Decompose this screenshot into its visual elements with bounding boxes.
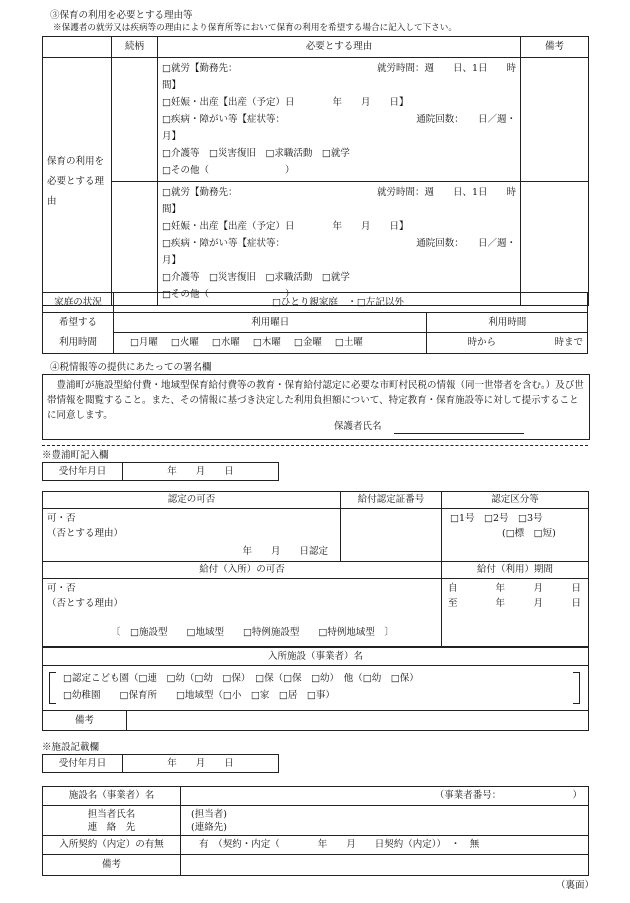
reason-line[interactable]: □就労【勤務先： bbox=[162, 187, 238, 198]
facility-section-title: ※施設記載欄 bbox=[42, 742, 100, 753]
reason-line[interactable]: □疾病・障がい等【症状等： bbox=[162, 238, 285, 249]
benefit-cell[interactable] bbox=[43, 579, 442, 647]
contact-phone: (連絡先) bbox=[191, 821, 227, 833]
reason-cell-2[interactable]: □就労【勤務先： 就労時間：週 日、1日 時 間】 □妊娠・出産【出産（予定）日 年 月 日】 □疾病・障がい等【症状等： 通院回数： 日／週・ 月】 □介護等 □災害復旧 □求職活動 □就学 □その他（ ） bbox=[158, 182, 521, 306]
class-header: 認定区分等 bbox=[442, 492, 589, 509]
approval-yn[interactable]: 可・否 bbox=[47, 513, 76, 524]
town-received-date[interactable]: 年 月 日 bbox=[123, 463, 279, 481]
reason-line[interactable]: □介護等 □災害復旧 □求職活動 □就学 bbox=[162, 148, 350, 159]
class-cell[interactable] bbox=[442, 509, 589, 562]
facility-type-options-2[interactable]: □幼稚園 □保育所 □地域型（□小 □家 □居 □事） bbox=[63, 690, 335, 701]
day-option-wed[interactable]: □水曜 bbox=[211, 337, 240, 349]
family-label: 家庭の状況 bbox=[43, 293, 114, 313]
relation-cell-1[interactable] bbox=[112, 58, 158, 182]
reason-line[interactable]: □妊娠・出産【出産（予定）日 年 月 日】 bbox=[162, 97, 409, 108]
relation-cell-2[interactable] bbox=[112, 182, 158, 306]
approval-cell[interactable] bbox=[43, 509, 341, 562]
cert-no-header: 給付認定証番号 bbox=[341, 492, 442, 509]
reason-line[interactable]: □就労【勤務先： bbox=[162, 63, 238, 74]
bracket-right bbox=[573, 672, 580, 704]
facility-header: 入所施設（事業者）名 bbox=[43, 648, 589, 666]
facility-type-options-1[interactable]: □認定こども園（□連 □幼（□幼 □保） □保（□保 □幼） 他（□幼 □保） bbox=[63, 673, 419, 684]
reason-cell-1[interactable]: □就労【勤務先： 就労時間：週 日、1日 時 間】 □妊娠・出産【出産（予定）日 年 月 日】 □疾病・障がい等【症状等： 通院回数： 日／週・ 月】 □介護等 □災害復旧 □求職活動 □就学 □その他（ ） bbox=[158, 58, 521, 182]
consent-box bbox=[42, 374, 590, 440]
town-remarks-field[interactable] bbox=[127, 711, 589, 731]
benefit-yn[interactable]: 可・否 bbox=[47, 583, 76, 594]
facility-received-date[interactable]: 年 月 日 bbox=[123, 755, 279, 773]
cert-no-cell[interactable] bbox=[341, 509, 442, 562]
family-options[interactable]: □ひとり親家庭 ・□左記以外 bbox=[113, 293, 587, 313]
facility-remarks-label: 備考 bbox=[43, 855, 181, 876]
contact-info-label: 連 絡 先 bbox=[87, 821, 136, 833]
approval-header: 認定の可否 bbox=[43, 492, 341, 509]
remarks-cell-2[interactable] bbox=[521, 182, 589, 306]
time-header: 利用時間 bbox=[427, 313, 588, 333]
relation-header: 続柄 bbox=[112, 37, 158, 58]
benefit-reason: （否とする理由） bbox=[47, 598, 124, 609]
period-to[interactable]: 至 年 月 日 bbox=[448, 598, 582, 609]
benefit-header: 給付（入所）の可否 bbox=[43, 562, 442, 579]
time-range[interactable]: 時から 時まで bbox=[427, 333, 588, 354]
day-option-sat[interactable]: □土曜 bbox=[334, 337, 363, 349]
approval-date[interactable]: 年 月 日認定 bbox=[242, 546, 328, 557]
class-options[interactable]: □1号 □2号 □3号 bbox=[450, 513, 543, 524]
contract-options[interactable]: 有 （契約・内定（ 年 月 日契約（内定）） ・ 無 bbox=[181, 836, 589, 855]
approval-table bbox=[42, 491, 589, 562]
reason-row-label: 保育の利用を必要とする理由 bbox=[43, 58, 112, 306]
family-table bbox=[42, 292, 588, 354]
approval-reason: （否とする理由） bbox=[47, 528, 124, 539]
consent-text: 豊浦町が施設型給付費・地域型保育給付費等の教育・保育給付認定に必要な市町村民税の情報（同一世帯者を含む。）及び世帯情報を閲覧すること。また、その情報に基づき決定した利用負担額について、特定教育・保育施設等に対して提示することに同意します。 bbox=[47, 380, 584, 421]
reason-line[interactable]: □疾病・障がい等【症状等： bbox=[162, 114, 285, 125]
facility-choice-table bbox=[42, 647, 589, 731]
remarks-header: 備考 bbox=[521, 37, 589, 58]
town-remarks-label: 備考 bbox=[43, 711, 127, 731]
business-number: （事業者番号： ） bbox=[434, 790, 582, 802]
period-from[interactable]: 自 年 月 日 bbox=[448, 583, 582, 594]
day-option-tue[interactable]: □火曜 bbox=[170, 337, 199, 349]
reason-line[interactable]: □妊娠・出産【出産（予定）日 年 月 日】 bbox=[162, 221, 409, 232]
benefit-table bbox=[42, 561, 589, 647]
cut-line bbox=[42, 445, 588, 446]
day-option-fri[interactable]: □金曜 bbox=[293, 337, 322, 349]
facility-name-label: 施設名（事業者）名 bbox=[43, 787, 181, 806]
wish-label-2: 利用時間 bbox=[43, 333, 114, 354]
signature-line[interactable] bbox=[394, 433, 524, 434]
day-option-thu[interactable]: □木曜 bbox=[252, 337, 281, 349]
reason-line[interactable]: □その他（ ） bbox=[162, 165, 295, 176]
signature-label: 保護者氏名 bbox=[334, 421, 382, 432]
facility-remarks-field[interactable] bbox=[181, 855, 589, 876]
facility-options-cell bbox=[43, 666, 589, 711]
benefit-types[interactable]: 〔 □施設型 □地域型 □特例施設型 □特例地域型 〕 bbox=[111, 627, 394, 638]
reason-line[interactable]: □その他（ ） bbox=[162, 289, 295, 300]
remarks-cell-1[interactable] bbox=[521, 58, 589, 182]
section3-note: ※保護者の就労又は疾病等の理由により保育所等において保育の利用を希望する場合に記入して下さい。 bbox=[53, 23, 457, 33]
reason-header: 必要とする理由 bbox=[158, 37, 521, 58]
class-duration[interactable]: (□標 □短) bbox=[502, 528, 556, 539]
period-cell[interactable] bbox=[442, 579, 589, 647]
facility-received-label: 受付年月日 bbox=[43, 755, 123, 773]
bracket-left bbox=[49, 672, 56, 704]
facility-table bbox=[42, 786, 589, 876]
section3-title: ③保育の利用を必要とする理由等 bbox=[50, 10, 193, 21]
period-header: 給付（利用）期間 bbox=[442, 562, 589, 579]
page-side-label: （裏面） bbox=[555, 880, 594, 891]
town-received-label: 受付年月日 bbox=[43, 463, 123, 481]
contact-field[interactable] bbox=[181, 806, 589, 836]
wish-label-1: 希望する bbox=[43, 313, 114, 333]
contact-name-label: 担当者氏名 bbox=[87, 808, 136, 820]
reason-table bbox=[42, 36, 589, 306]
days-header: 利用曜日 bbox=[113, 313, 427, 333]
contact-person: (担当者) bbox=[191, 808, 227, 820]
facility-received bbox=[42, 754, 279, 773]
town-section-title: ※豊浦町記入欄 bbox=[42, 450, 109, 461]
reason-line[interactable]: □介護等 □災害復旧 □求職活動 □就学 bbox=[162, 272, 350, 283]
facility-name-field[interactable] bbox=[181, 787, 589, 806]
contract-label: 入所契約（内定）の有無 bbox=[43, 836, 181, 855]
section4-title: ④税情報等の提供にあたっての署名欄 bbox=[50, 362, 212, 373]
town-received bbox=[42, 462, 279, 481]
day-option-mon[interactable]: □月曜 bbox=[129, 337, 158, 349]
